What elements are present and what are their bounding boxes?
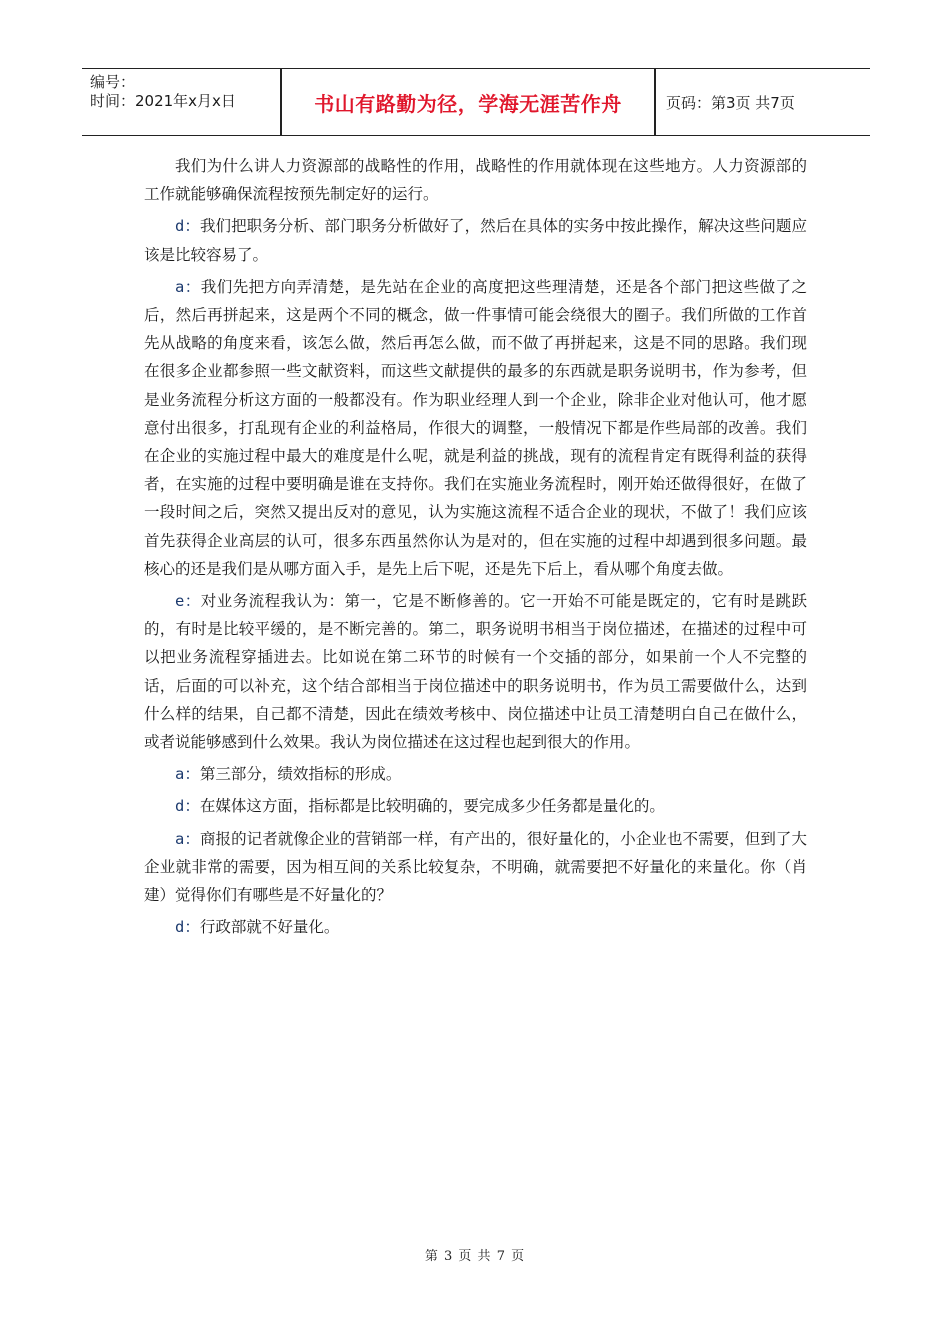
page-header <box>82 68 870 136</box>
paragraph <box>144 152 807 208</box>
speaker-label: d： <box>175 918 200 937</box>
paragraph <box>144 273 807 583</box>
paragraph-text: 对业务流程我认为：第一，它是不断修善的。它一开始不可能是既定的，它有时是跳跃的，有时是比较平缓的，是不断完善的。第二，职务说明书相当于岗位描述，在描述的过程中可以把业务流程穿插进去。比如说在第二环节的时候有一个交插的部分，如果前一个人不完整的话，后面的可以补充，这个结合部相当于岗位描述中的职务说明书，作为员工需要做什么，达到什么样的结果，自己都不清楚，因此在绩效考核中、岗位描述中让员工清楚明白自己在做什么，或者说能够感到什么效果。我认为岗位描述在这过程也起到很大的作用。 <box>144 592 807 752</box>
paragraph-text: 第三部分，绩效指标的形成。 <box>199 765 402 784</box>
speaker-label: e： <box>175 592 201 611</box>
paragraph-text: 我们为什么讲人力资源部的战略性的作用，战略性的作用就体现在这些地方。人力资源部的工作就能够确保流程按预先制定好的运行。 <box>144 157 807 204</box>
header-page-label: 页码：第3页 共7页 <box>666 93 795 112</box>
speaker-label: d： <box>175 217 200 236</box>
header-meta <box>82 69 280 135</box>
paragraph <box>144 913 807 941</box>
speaker-label: a： <box>175 765 200 784</box>
paragraph <box>144 212 807 268</box>
page-footer: 第 3 页 共 7 页 <box>424 1249 526 1264</box>
paragraph <box>144 825 807 910</box>
number-label: 编号： <box>90 73 136 91</box>
paragraph-text: 行政部就不好量化。 <box>199 918 340 937</box>
speaker-label: a： <box>175 829 200 848</box>
speaker-label: a： <box>175 277 201 296</box>
document-body <box>144 152 807 945</box>
speaker-label: d： <box>175 797 200 816</box>
header-divider <box>654 69 656 135</box>
paragraph <box>144 792 807 820</box>
date-label: 时间：2021年x月x日 <box>90 92 236 110</box>
paragraph-text: 在媒体这方面，指标都是比较明确的，要完成多少任务都是量化的。 <box>199 797 665 816</box>
header-motto: 书山有路勤为径，学海无涯苦作舟 <box>314 91 622 116</box>
paragraph-text: 我们把职务分析、部门职务分析做好了，然后在具体的实务中按此操作，解决这些问题应该是比较容易了。 <box>144 217 807 264</box>
paragraph-text: 我们先把方向弄清楚，是先站在企业的高度把这些理清楚，还是各个部门把这些做了之后，然后再拼起来，这是两个不同的概念，做一件事情可能会绕很大的圈子。我们所做的工作首先从战略的角度来看，该怎么做，然后再怎么做，而不做了再拼起来，这是不同的思路。我们现在很多企业都参照一些文献资料，而这些文献提供的最多的东西就是职务说明书，作为参考，但是业务流程分析这方面的一般都没有。作为职业经理人到一个企业，除非企业对他认可，他才愿意付出很多，打乱现有企业的利益格局，作很大的调整，一般情况下都是作些局部的改善。我们在企业的实施过程中最大的难度是什么呢，就是利益的挑战，现有的流程肯定有既得利益的获得者，在实施的过程中要明确是谁在支持你。我们在实施业务流程时，刚开始还做得很好，在做了一段时间之后，突然又提出反对的意见，认为实施这流程不适合企业的现状，不做了！我们应该首先获得企业高层的认可，很多东西虽然你认为是对的，但在实施的过程中却遇到很多问题。最核心的还是我们是从哪方面入手，是先上后下呢，还是先下后上，看从哪个角度去做。 <box>144 277 807 578</box>
paragraph <box>144 587 807 756</box>
paragraph <box>144 760 807 788</box>
paragraph-text: 商报的记者就像企业的营销部一样，有产出的，很好量化的，小企业也不需要，但到了大企业就非常的需要，因为相互间的关系比较复杂，不明确，就需要把不好量化的来量化。你（肖建）觉得你们有哪些是不好量化的？ <box>144 829 807 905</box>
